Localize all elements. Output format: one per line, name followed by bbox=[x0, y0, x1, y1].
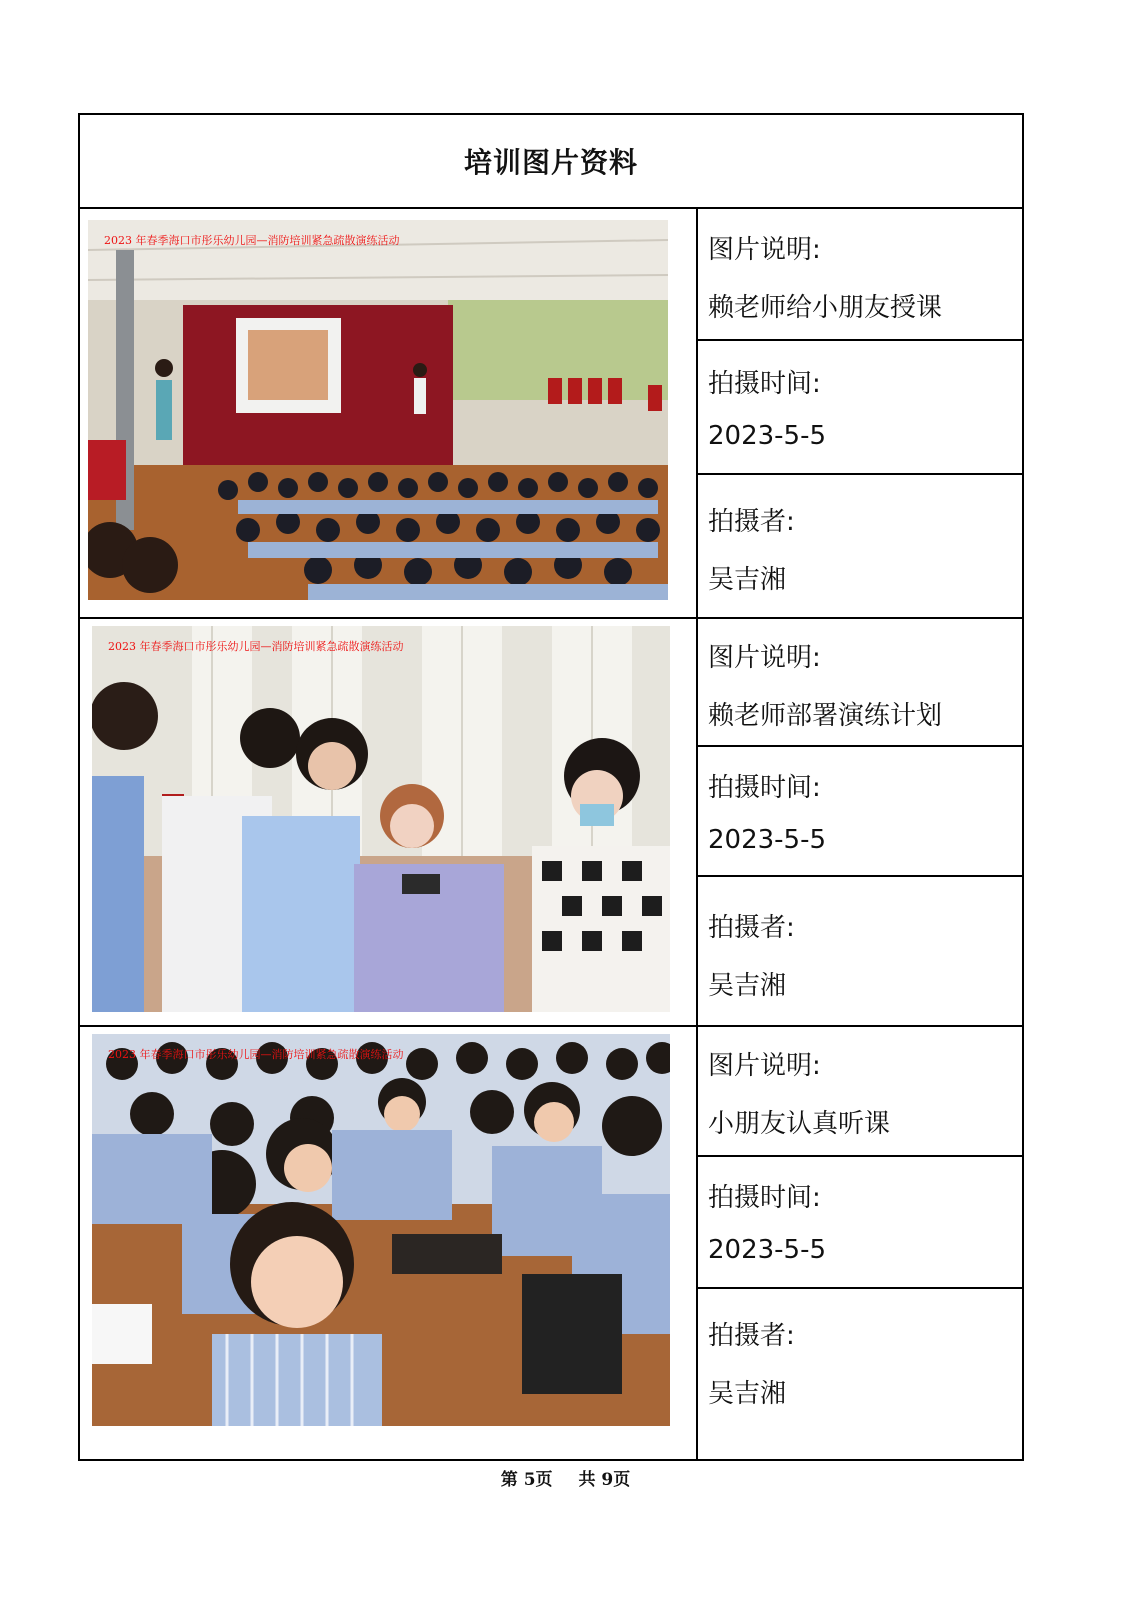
time-label: 拍摄时间: bbox=[708, 1183, 821, 1213]
photo-section-1 bbox=[80, 207, 1022, 619]
author-block bbox=[698, 1289, 1022, 1461]
classroom-lecture-photo bbox=[88, 220, 668, 600]
training-photo-table bbox=[78, 113, 1024, 1461]
photo-caption: 2023 年春季海口市彤乐幼儿园—消防培训紧急疏散演练活动 bbox=[108, 640, 404, 653]
title-row bbox=[80, 115, 1022, 209]
children-listening-photo bbox=[92, 1034, 670, 1426]
author-value: 吴吉湘 bbox=[708, 1379, 787, 1409]
description-value: 赖老师部署演练计划 bbox=[708, 701, 943, 731]
description-label: 图片说明: bbox=[708, 1051, 821, 1081]
time-value: 2023-5-5 bbox=[708, 421, 827, 451]
description-block bbox=[698, 617, 1022, 747]
description-value: 小朋友认真听课 bbox=[708, 1109, 891, 1139]
author-block bbox=[698, 475, 1022, 617]
page-title: 培训图片资料 bbox=[463, 146, 638, 179]
photo-cell-2 bbox=[80, 617, 698, 1025]
author-label: 拍摄者: bbox=[708, 507, 795, 537]
time-label: 拍摄时间: bbox=[708, 773, 821, 803]
author-value: 吴吉湘 bbox=[708, 565, 787, 595]
time-block bbox=[698, 747, 1022, 877]
page-number: 第 5页 bbox=[500, 1470, 553, 1490]
description-value: 赖老师给小朋友授课 bbox=[708, 293, 943, 323]
description-block bbox=[698, 207, 1022, 341]
time-block bbox=[698, 1157, 1022, 1289]
photo-caption: 2023 年春季海口市彤乐幼儿园—消防培训紧急疏散演练活动 bbox=[104, 234, 400, 247]
time-value: 2023-5-5 bbox=[708, 1235, 827, 1265]
info-cell-1 bbox=[698, 207, 1022, 617]
photo-section-3 bbox=[80, 1025, 1022, 1461]
description-label: 图片说明: bbox=[708, 643, 821, 673]
time-value: 2023-5-5 bbox=[708, 825, 827, 855]
photo-cell-1 bbox=[80, 207, 698, 617]
author-block bbox=[698, 877, 1022, 1025]
author-label: 拍摄者: bbox=[708, 1321, 795, 1351]
author-value: 吴吉湘 bbox=[708, 971, 787, 1001]
time-label: 拍摄时间: bbox=[708, 369, 821, 399]
author-label: 拍摄者: bbox=[708, 913, 795, 943]
info-cell-3 bbox=[698, 1025, 1022, 1461]
description-block bbox=[698, 1025, 1022, 1157]
photo-cell-3 bbox=[80, 1025, 698, 1461]
time-block bbox=[698, 341, 1022, 475]
info-cell-2 bbox=[698, 617, 1022, 1025]
photo-caption: 2023 年春季海口市彤乐幼儿园—消防培训紧急疏散演练活动 bbox=[108, 1048, 404, 1061]
page-footer bbox=[0, 1465, 1131, 1490]
description-label: 图片说明: bbox=[708, 235, 821, 265]
teachers-planning-photo bbox=[92, 626, 670, 1012]
photo-section-2 bbox=[80, 617, 1022, 1027]
total-pages: 共 9页 bbox=[578, 1470, 631, 1490]
